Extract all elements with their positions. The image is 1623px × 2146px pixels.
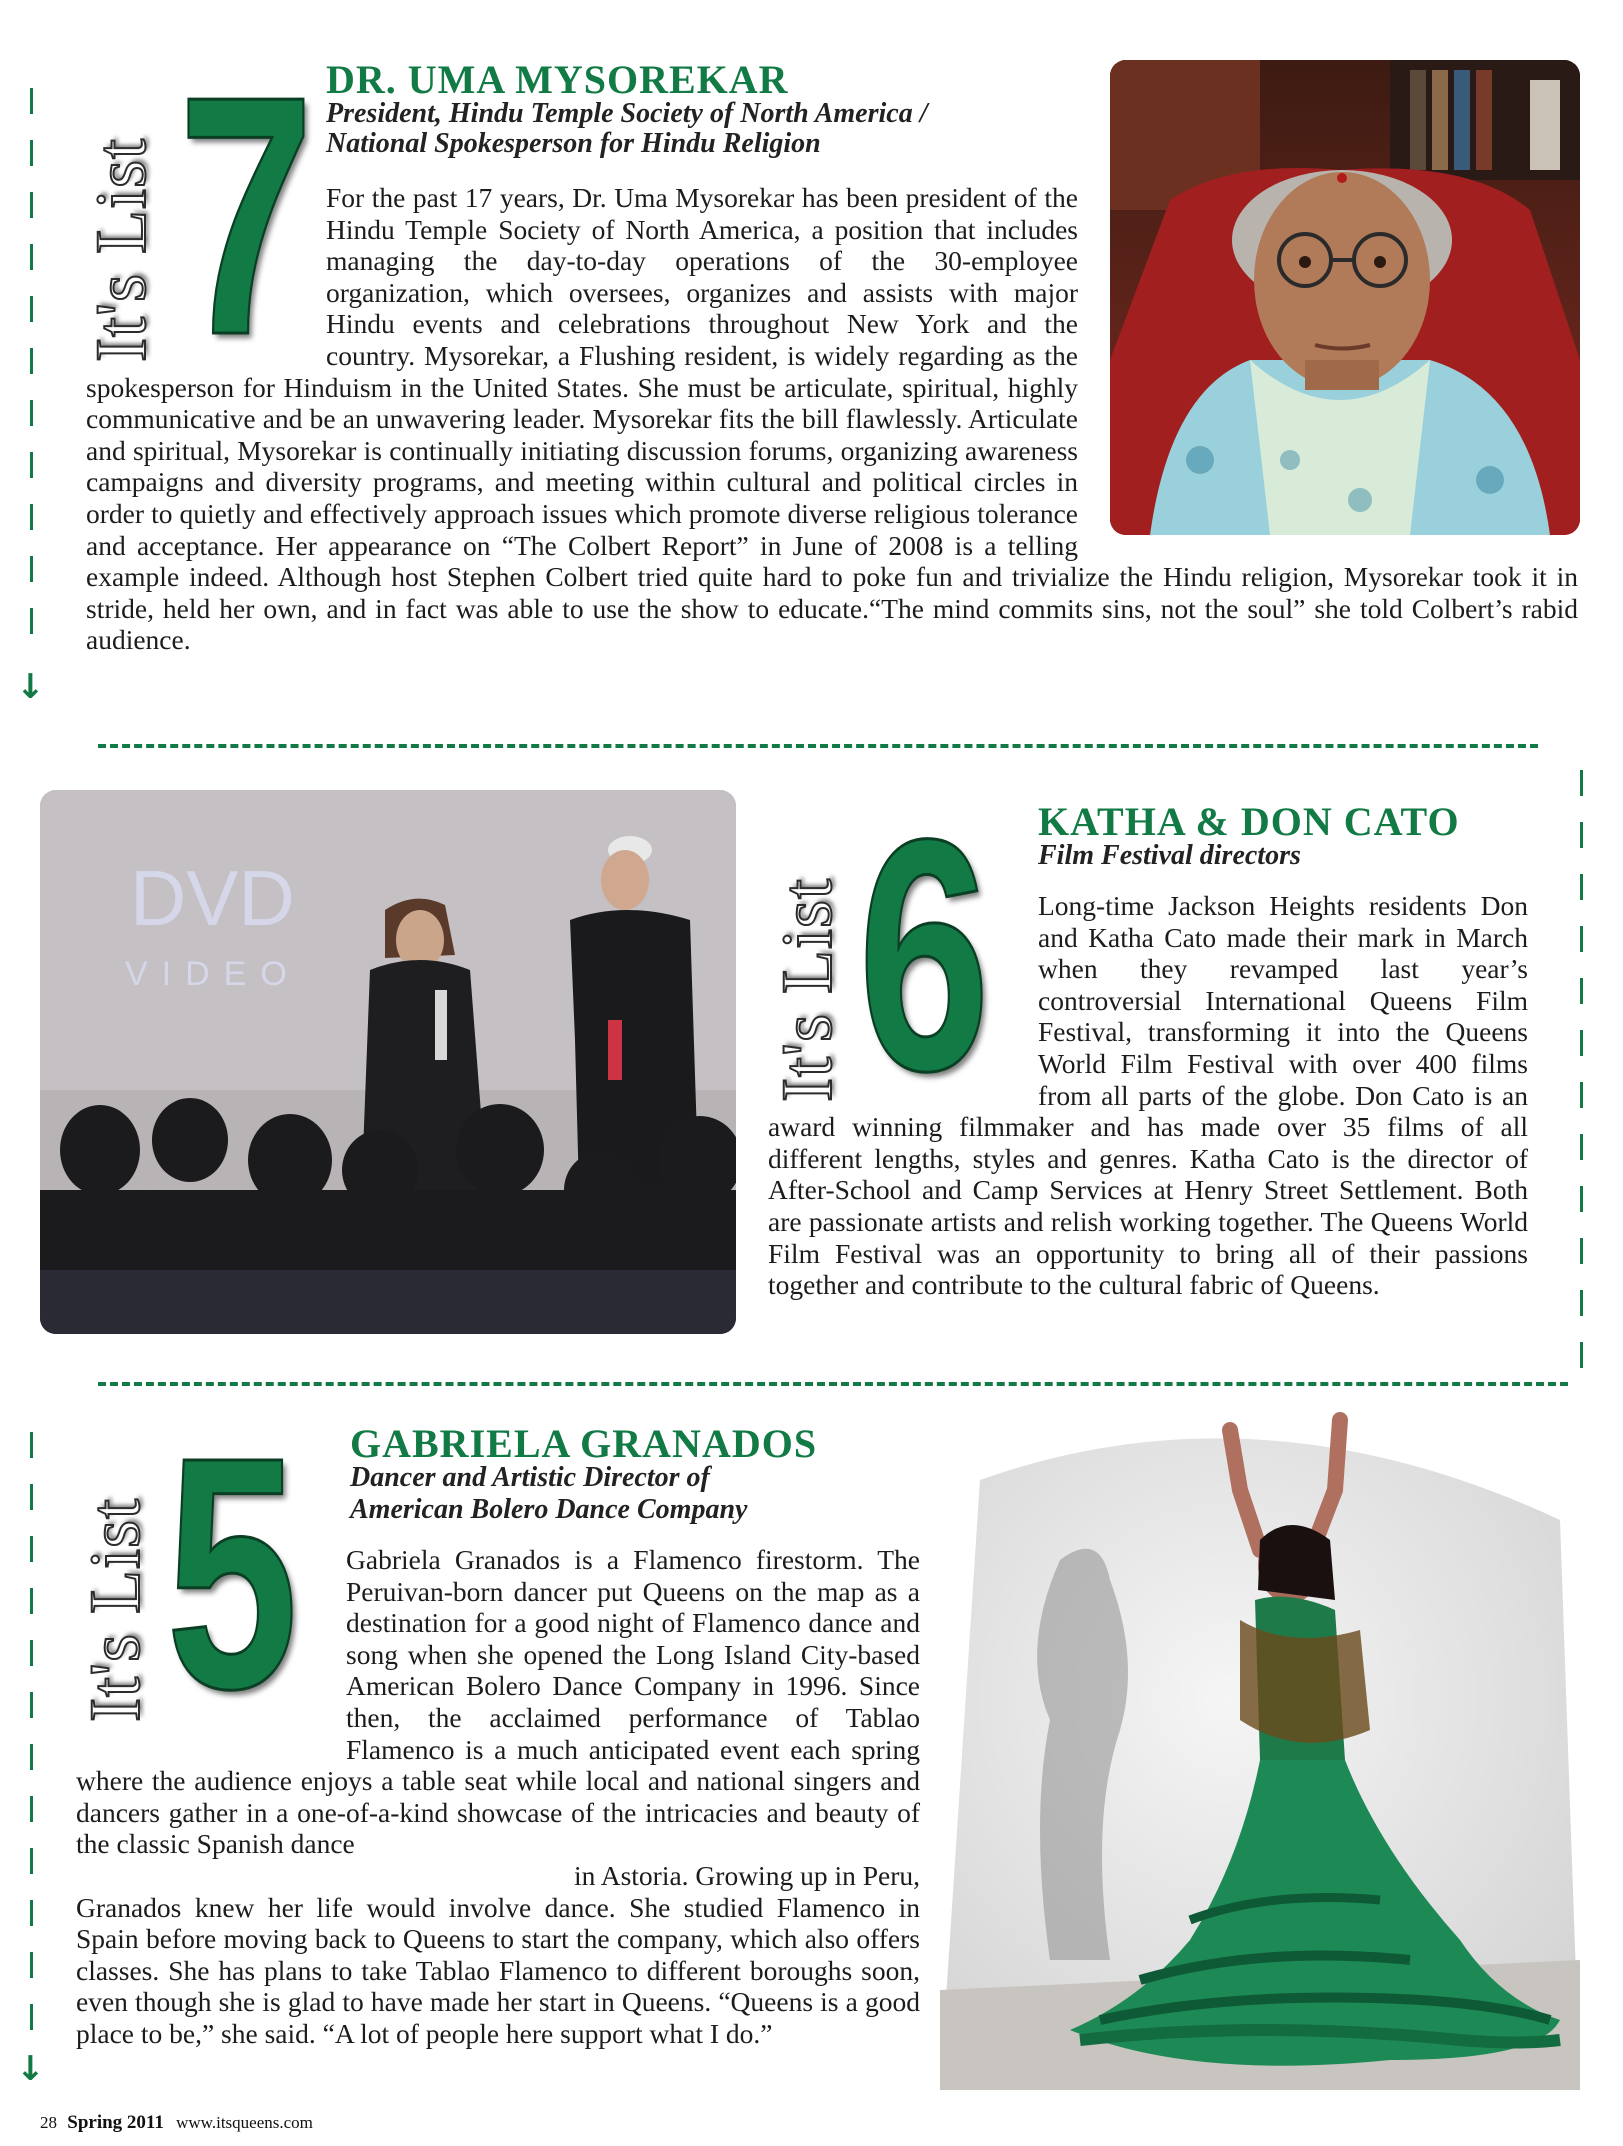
site-url: www.itsqueens.com xyxy=(176,2113,313,2132)
person-role-line2: American Bolero Dance Company xyxy=(350,1494,748,1525)
section-divider xyxy=(98,744,1538,748)
person-name: DR. UMA MYSOREKAR xyxy=(326,57,789,102)
rank-number: 7 xyxy=(178,26,315,406)
down-arrow-icon: ↓ xyxy=(16,667,45,707)
person-role-line1: Dancer and Artistic Director of xyxy=(350,1462,710,1493)
festival-photo xyxy=(40,790,736,1334)
section-divider xyxy=(98,1382,1568,1386)
its-list-label: It's List xyxy=(81,138,161,362)
dvd-text: DVD xyxy=(130,854,295,942)
dancer-photo xyxy=(940,1400,1580,2090)
rank-number: 6 xyxy=(858,770,991,1139)
person-name: GABRIELA GRANADOS xyxy=(350,1421,818,1466)
article-text: Long-time Jackson Heights residents Don and Katha Cato made their mark in March when they revamped last year’s controversial International Queens Film Festival, transforming it into the Queens World Film Festival with over 400 films from all parts of the globe. Don Cato is an award winning filmmaker and has made over 35 films of all different lengths, styles and genres. Katha Cato is the director of After-School and Camp Services at Henry Street Settlement. Both are passionate artists and relish working together. The Queens World Film Festival was an opportunity to bring all of their passions together and contribute to the cultural fabric of Queens. xyxy=(768,890,1528,1301)
badge-wrap-spacer xyxy=(76,1544,346,1734)
dancer-illustration xyxy=(940,1400,1580,2090)
its-list-label: It's List xyxy=(767,878,847,1102)
article-body xyxy=(76,1544,920,2084)
video-text: VIDEO xyxy=(125,955,301,993)
festival-illustration xyxy=(40,790,736,1334)
badge-wrap-spacer xyxy=(86,182,326,362)
page-number: 28 xyxy=(40,2113,57,2132)
person-role-line2: National Spokesperson for Hindu Religion xyxy=(326,128,821,159)
page-footer xyxy=(40,2112,313,2134)
issue-label: Spring 2011 xyxy=(67,2112,164,2133)
article-text-part3: Granados knew her life would involve dance. She studied Flamenco in Spain before moving back to Queens to start the company, which also offers classes. She has plans to take Tablao Flamenco to different boroughs soon, even though she is glad to have made her start in Queens. “Queens is a good place to be,” she said. “A lot of people here support what I do.” xyxy=(76,1891,920,2049)
article-text: For the past 17 years, Dr. Uma Mysorekar has been president of the Hindu Temple Society of North America, a position that includes managing the day-to-day operations of the 30-employee organization, which oversees, organizes and assists with major Hindu events and celebrations throughout New York and the country. Mysorekar, a Flushing resident, is widely regarding as the spokesperson for Hinduism in the United States. She must be articulate, spiritual, highly communicative and be an unwavering leader. Mysorekar fits the bill flawlessly. Articulate and spiritual, Mysorekar is continually initiating discussion forums, organizing awareness campaigns and diversity programs, and meeting within cultural and political circles in order to quietly and effectively approach issues which promote diverse religious tolerance and acceptance. Her appearance on “The Colbert Report” in June of 2008 is a telling example indeed. Although host Stephen Colbert tried quite hard to poke fun and trivialize the Hindu religion, Mysorekar took it in stride, held her own, and in fact was able to use the show to educate.“The mind commits sins, not the soul” she told Colbert’s rabid audience. xyxy=(86,182,1578,656)
person-role: Film Festival directors xyxy=(1038,840,1301,871)
article-text-part1: Gabriela Granados is a Flamenco firestorm. The Peruivan-born dancer put Queens on the map as a destination for a good night of Flamenco dance and song when she opened the Long Island City-based American Bolero Dance Company in 1996. Since then, the acclaimed performance of Tablao Flamenco is a much anticipated event each spring where the audience enjoys a table seat while local and national singers and dancers gather in a one-of-a-kind showcase of the intricacies and beauty of the classic Spanish dance xyxy=(76,1544,920,1860)
article-body xyxy=(86,182,1578,702)
person-name: KATHA & DON CATO xyxy=(1038,799,1460,844)
down-arrow-icon: ↓ xyxy=(16,2049,45,2089)
article-text-part2: in Astoria. Growing up in Peru, xyxy=(573,1859,920,1891)
rank-number: 5 xyxy=(166,1388,299,1757)
badge-wrap-spacer xyxy=(768,890,1038,1110)
its-list-label: It's List xyxy=(75,1498,155,1722)
photo-wrap-spacer xyxy=(1078,182,1578,538)
article-body xyxy=(768,890,1528,1370)
person-role-line1: President, Hindu Temple Society of North America / xyxy=(326,98,928,129)
